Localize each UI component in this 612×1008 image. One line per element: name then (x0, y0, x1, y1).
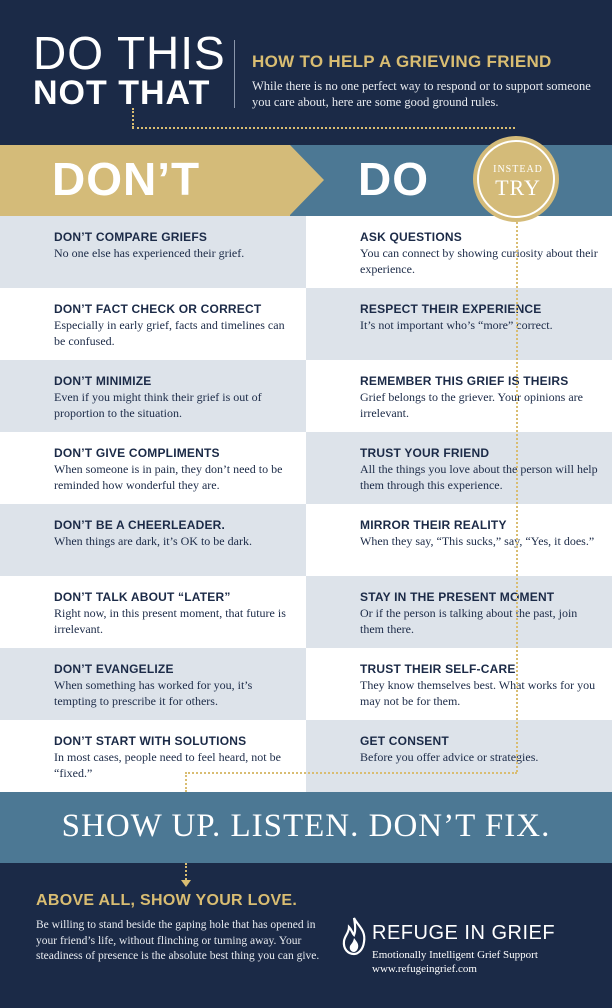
dont-cell (0, 360, 306, 432)
do-description: When they say, “This sucks,” say, “Yes, it does.” (360, 534, 595, 548)
dotted-connector (185, 772, 517, 774)
do-cell (306, 216, 612, 288)
do-title: STAY IN THE PRESENT MOMENT (360, 590, 555, 604)
badge-line-2: TRY (495, 175, 541, 200)
dont-cell (0, 432, 306, 504)
do-description: They know themselves best. What works for you may not be for them. (360, 678, 596, 708)
table-row (0, 432, 612, 504)
header-divider (234, 40, 235, 108)
instead-try-badge (473, 136, 559, 222)
dont-title: DON’T TALK ABOUT “LATER” (54, 590, 231, 604)
footer-text: Be willing to stand beside the gaping hole that has opened in your friend’s life, without flinching or turning away. Your steadiness of presence is the absolute best thing you can give. (36, 919, 320, 962)
arrow-down-icon (181, 880, 191, 887)
subtitle: HOW TO HELP A GRIEVING FRIEND (252, 52, 552, 71)
do-description: All the things you love about the person will help them through this experience. (360, 462, 598, 492)
dotted-connector (132, 127, 515, 129)
dont-description: Especially in early grief, facts and timelines can be confused. (54, 318, 285, 348)
dotted-connector (185, 772, 187, 792)
table-row (0, 504, 612, 576)
do-heading: DO (358, 153, 429, 205)
dont-title: DON’T EVANGELIZE (54, 662, 174, 676)
do-title: ASK QUESTIONS (360, 230, 462, 244)
table-row (0, 288, 612, 360)
brand-tagline: Emotionally Intelligent Grief Support (372, 949, 538, 961)
badge-ring (477, 140, 555, 218)
brand-url: www.refugeingrief.com (372, 963, 477, 975)
dont-cell (0, 720, 306, 792)
dont-description: When someone is in pain, they don’t need to be reminded how wonderful they are. (54, 462, 283, 492)
dont-title: DON’T BE A CHEERLEADER. (54, 518, 226, 532)
dont-description: When things are dark, it’s OK to be dark. (54, 534, 252, 548)
dont-title: DON’T GIVE COMPLIMENTS (54, 446, 220, 460)
do-title: TRUST YOUR FRIEND (360, 446, 490, 460)
slogan-text: SHOW UP. LISTEN. DON’T FIX. (61, 808, 551, 844)
dotted-connector (516, 222, 518, 772)
do-cell (306, 360, 612, 432)
dont-heading: DON’T (52, 153, 201, 205)
do-title: REMEMBER THIS GRIEF IS THEIRS (360, 374, 569, 388)
brand-name: REFUGE IN GRIEF (372, 922, 556, 944)
dont-cell (0, 648, 306, 720)
do-cell (306, 720, 612, 792)
do-cell (306, 648, 612, 720)
dont-cell (0, 288, 306, 360)
footer-heading: ABOVE ALL, SHOW YOUR LOVE. (36, 892, 298, 909)
table-row (0, 360, 612, 432)
dont-description: In most cases, people need to feel heard, not be “fixed.” (54, 750, 281, 780)
do-description: You can connect by showing curiosity about their experience. (360, 246, 598, 276)
do-title: MIRROR THEIR REALITY (360, 518, 507, 532)
dont-cell (0, 576, 306, 648)
table-row (0, 216, 612, 288)
banner-arrow (290, 145, 324, 215)
do-cell (306, 432, 612, 504)
flame-logo-icon (340, 916, 368, 956)
do-description: It’s not important who’s “more” correct. (360, 318, 553, 332)
do-description: Before you offer advice or strategies. (360, 750, 539, 764)
dont-title: DON’T COMPARE GRIEFS (54, 230, 208, 244)
dont-title: DON’T MINIMIZE (54, 374, 152, 388)
dotted-connector (132, 108, 134, 128)
title-line-2: NOT THAT (33, 74, 211, 112)
do-description: Or if the person is talking about the past, join them there. (360, 606, 578, 636)
do-title: RESPECT THEIR EXPERIENCE (360, 302, 542, 316)
dont-description: Right now, in this present moment, that future is irrelevant. (54, 606, 286, 636)
dont-cell (0, 216, 306, 288)
do-cell (306, 576, 612, 648)
do-title: GET CONSENT (360, 734, 449, 748)
do-cell (306, 504, 612, 576)
dont-description: Even if you might think their grief is out of proportion to the situation. (54, 390, 262, 420)
do-description: Grief belongs to the griever. Your opinions are irrelevant. (360, 390, 583, 420)
do-banner (290, 145, 612, 216)
title-line-1: DO THIS (33, 27, 226, 79)
dont-description: No one else has experienced their grief. (54, 246, 245, 260)
table-row (0, 576, 612, 648)
badge-line-1: INSTEAD (493, 164, 543, 175)
dont-cell (0, 504, 306, 576)
dont-title: DON’T START WITH SOLUTIONS (54, 734, 247, 748)
intro-text: While there is no one perfect way to respond or to support someone you care about, here are some good ground rules. (252, 79, 591, 109)
do-title: TRUST THEIR SELF-CARE (360, 662, 516, 676)
dont-title: DON’T FACT CHECK OR CORRECT (54, 302, 262, 316)
table-row (0, 648, 612, 720)
table-row (0, 720, 612, 792)
do-cell (306, 288, 612, 360)
dont-description: When something has worked for you, it’s tempting to prescribe it for others. (54, 678, 253, 708)
